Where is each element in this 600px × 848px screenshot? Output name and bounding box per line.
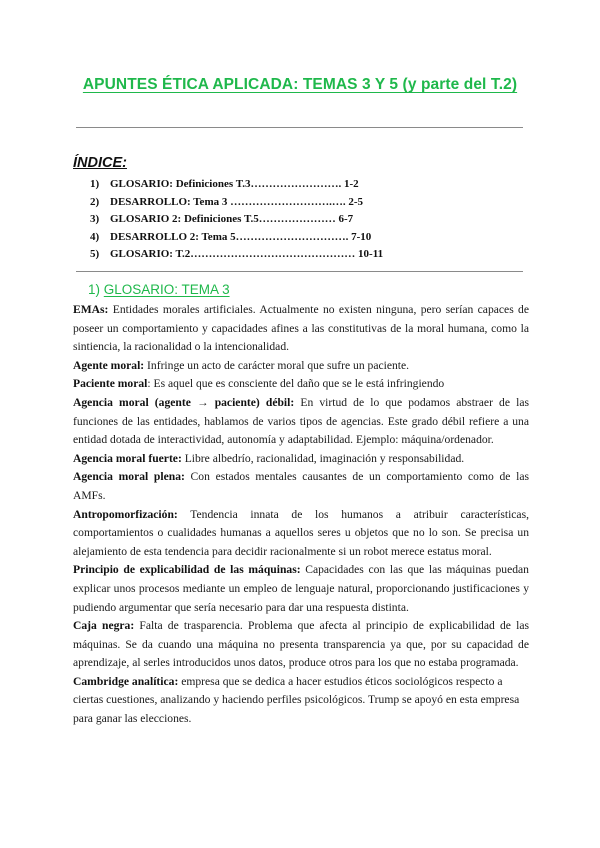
glossary-entry: Agente moral: Infringe un acto de carácter moral que sufre un paciente.	[73, 358, 410, 372]
divider-index	[76, 271, 523, 272]
glossary-entry: Antropomorfización: Tendencia innata de los humanos a atribuir características, comportamientos o cualidades humanas a aquellos seres u objetos que no lo son. Se precisa un alejamiento de esta tendencia para decidir racionalmente si un robot merece estatus moral.	[73, 507, 529, 558]
index-item: 3) GLOSARIO 2: Definiciones T.5………………… 6-7	[90, 213, 354, 226]
glossary-entry: EMAs: Entidades morales artificiales. Actualmente no existen ninguna, pero serían capaces de poseer un comportamiento y capacidades afines a las constitutivas de la moral humana, como la sintiencia, la racionalidad o la intencionalidad.	[73, 303, 529, 354]
document-title: APUNTES ÉTICA APLICADA: TEMAS 3 Y 5 (y parte del T.2)	[82, 76, 518, 93]
glossary-entry: Agencia moral plena: Con estados mentales causantes de un comportamiento como de las AMFs.	[73, 470, 529, 502]
glossary-entry: Paciente moral: Es aquel que es consciente del daño que se le está infringiendo	[73, 377, 445, 391]
glossary-body	[73, 301, 529, 729]
index-heading: ÍNDICE:	[73, 155, 127, 171]
glossary-entry: Principio de explicabilidad de las máquinas: Capacidades con las que las máquinas puedan explicar unos procesos mediante un empleo de lenguaje natural, proporcionando justificaciones y pudiendo argumentar que sería necesario para dar una respuesta distinta.	[73, 563, 529, 614]
glossary-entry: Caja negra: Falta de trasparencia. Problema que afecta al principio de explicabilidad de las máquinas. Se da cuando una máquina no presenta transparencia ya que, por su capacidad de aprendizaje, al serles introducidos unos datos, produce otros para los que no estaba programada.	[73, 619, 529, 670]
index-item: 1) GLOSARIO: Definiciones T.3……………………. 1-2	[90, 178, 359, 190]
index-list	[90, 176, 530, 264]
index-item: 2) DESARROLLO: Tema 3 ……………………….…. 2-5	[90, 195, 364, 208]
glossary-entry: Cambridge analítica: empresa que se dedica a hacer estudios éticos sociológicos respecto a ciertas cuestiones, analizando y haciendo perfiles psicológicos. Trump se apoyó en esta empresa para ganar las elecciones.	[73, 674, 520, 726]
index-item: 5) GLOSARIO: T.2……………………………………… 10-11	[90, 248, 384, 261]
index-item: 4) DESARROLLO 2: Tema 5…………………………. 7-10	[90, 230, 372, 243]
glossary-entry: Agencia moral fuerte: Libre albedrío, racionalidad, imaginación y responsabilidad.	[73, 451, 465, 465]
glossary-entry: Agencia moral (agente → paciente) débil: En virtud de lo que podamos abstraer de las funciones de las entidades, hablamos de varios tipos de agencias. Este grado débil refiere a una entidad dotada de interactividad, autonomía y adaptabilidad. Ejemplo: máquina/ordenador.	[73, 395, 529, 447]
divider-top	[76, 127, 523, 128]
section-heading: 1) GLOSARIO: TEMA 3	[88, 282, 230, 297]
